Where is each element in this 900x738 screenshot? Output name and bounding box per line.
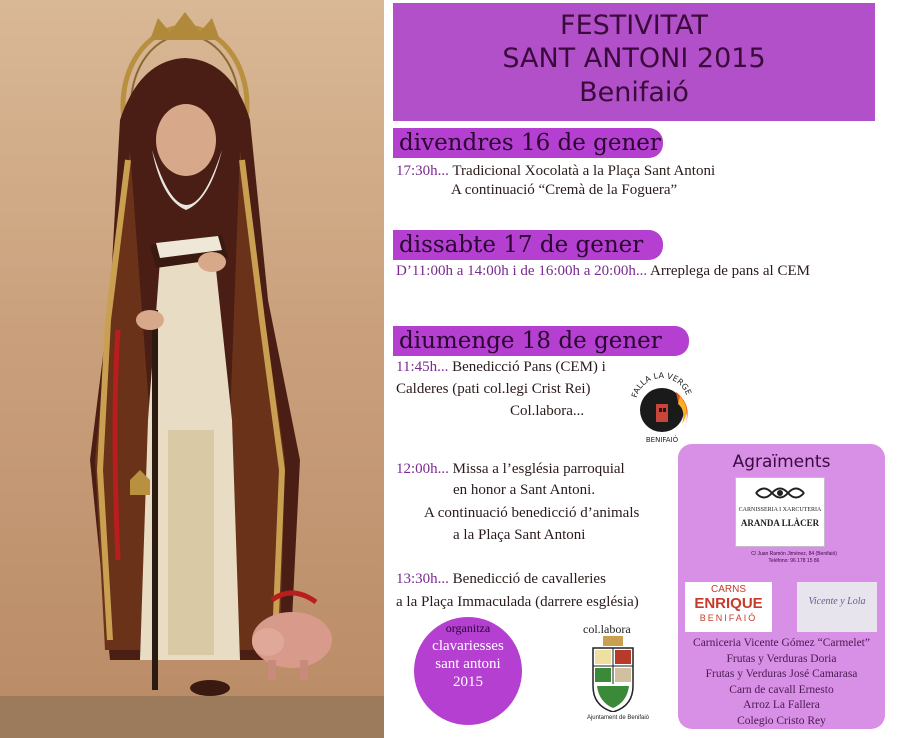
organizer-badge bbox=[414, 617, 522, 725]
organizer-name-line1: clavariesses bbox=[432, 638, 504, 654]
carns-enrique-logo bbox=[685, 582, 772, 632]
title-sant-antoni: SANT ANTONI 2015 bbox=[502, 43, 766, 74]
saint-anthony-statue-photo bbox=[0, 0, 384, 738]
event-saturday-1 bbox=[396, 263, 810, 280]
enrique-line2: ENRIQUE bbox=[694, 595, 763, 612]
event-time: 11:45h... bbox=[396, 359, 449, 375]
event-text: Tradicional Xocolatà a la Plaça Sant Antoni bbox=[448, 163, 716, 179]
event-text: Calderes (pati col.legi Crist Rei) bbox=[396, 381, 591, 397]
event-text: A continuació “Cremà de la Foguera” bbox=[451, 182, 678, 198]
event-sunday-9 bbox=[396, 594, 639, 611]
collaborator-caption: Ajuntament de Benifaió bbox=[586, 715, 650, 721]
event-time: 12:00h... bbox=[396, 461, 449, 477]
event-sunday-3 bbox=[510, 403, 584, 420]
falla-logo-bottom-text: BENIFAIÓ bbox=[645, 436, 679, 444]
event-text: en honor a Sant Antoni. bbox=[453, 482, 596, 498]
event-sunday-7 bbox=[453, 527, 585, 544]
list-item: Arroz La Fallera bbox=[743, 699, 820, 711]
acknowledgements-box bbox=[678, 444, 885, 729]
day-band-friday: divendres 16 de gener bbox=[393, 128, 663, 158]
aranda-phone: Teléfono: 96 178 15 86 bbox=[768, 558, 820, 564]
collaborator-label: col.labora bbox=[583, 622, 631, 636]
event-sunday-5 bbox=[453, 482, 595, 499]
ornament-icon bbox=[754, 484, 806, 502]
list-item: Frutas y Verduras Doria bbox=[726, 652, 837, 665]
enrique-line1: CARNS bbox=[710, 584, 746, 595]
aranda-line2: ARANDA LLÀCER bbox=[740, 518, 820, 528]
event-text: a la Plaça Sant Antoni bbox=[453, 527, 586, 543]
list-item: Frutas y Verduras José Camarasa bbox=[705, 668, 858, 680]
falla-la-verge-logo bbox=[626, 362, 698, 444]
event-time: 13:30h... bbox=[396, 571, 449, 587]
event-text: Benedicció de cavalleries bbox=[448, 571, 606, 587]
event-friday-1 bbox=[396, 163, 715, 180]
aranda-llacer-logo bbox=[735, 477, 825, 547]
organizer-label: organitza bbox=[445, 621, 491, 635]
aranda-line1: CARNISSERIA I XARCUTERIA bbox=[738, 507, 822, 513]
title-town: Benifaió bbox=[579, 77, 689, 108]
event-time: D’11:00h a 14:00h i de 16:00h a 20:00h... bbox=[396, 263, 648, 279]
organizer-name-line2: sant antoni bbox=[435, 656, 501, 672]
organizer-year: 2015 bbox=[453, 674, 483, 690]
event-sunday-2 bbox=[396, 381, 591, 398]
list-item: Carn de cavall Ernesto bbox=[729, 683, 834, 696]
list-item: Carniceria Vicente Gómez “Carmelet” bbox=[693, 637, 870, 649]
vicente-line1: Vicente y Lola bbox=[808, 596, 866, 607]
organizer-name bbox=[414, 637, 522, 691]
event-sunday-1 bbox=[396, 359, 606, 376]
enrique-line3: BENIFAIÓ bbox=[699, 613, 758, 623]
event-time: 17:30h... bbox=[396, 163, 449, 179]
event-title-banner bbox=[393, 3, 875, 121]
event-friday-2 bbox=[451, 182, 677, 199]
aranda-contact bbox=[724, 551, 864, 565]
event-text: Missa a l’església parroquial bbox=[448, 461, 625, 477]
event-text: A continuació benedicció d’animals bbox=[424, 505, 640, 521]
falla-logo-top-text: FALLA LA VERGE bbox=[629, 370, 694, 399]
event-text: Benedicció Pans (CEM) i bbox=[448, 359, 606, 375]
day-band-saturday: dissabte 17 de gener bbox=[393, 230, 663, 260]
event-text: a la Plaça Immaculada (darrere església) bbox=[396, 594, 639, 610]
event-sunday-8 bbox=[396, 571, 606, 588]
vicente-lola-logo bbox=[797, 582, 877, 632]
statue-illustration bbox=[0, 0, 384, 738]
event-sunday-4 bbox=[396, 461, 625, 478]
title-festivitat: FESTIVITAT bbox=[560, 10, 708, 41]
sponsor-list bbox=[678, 636, 885, 729]
aranda-address: C/ Juan Ramón Jiménez, 84 (Benifaió) bbox=[751, 551, 837, 557]
event-text: Col.labora... bbox=[510, 403, 585, 419]
list-item: Colegio Cristo Rey bbox=[737, 714, 826, 727]
day-band-sunday: diumenge 18 de gener bbox=[393, 326, 689, 356]
event-text: Arreplega de pans al CEM bbox=[647, 263, 810, 279]
town-shield-icon bbox=[589, 636, 637, 712]
event-sunday-6 bbox=[424, 505, 639, 522]
acknowledgements-title: Agraïments bbox=[732, 452, 831, 472]
